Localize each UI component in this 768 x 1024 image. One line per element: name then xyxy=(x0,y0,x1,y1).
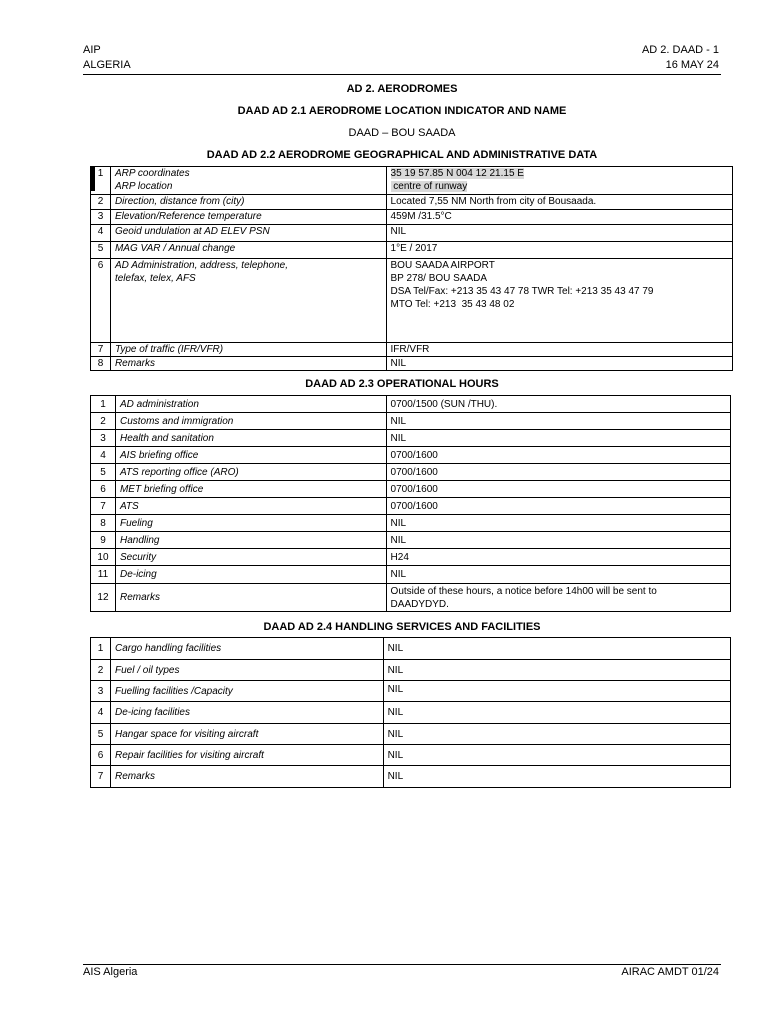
table-row xyxy=(91,195,733,210)
row-label: Health and sanitation xyxy=(115,430,386,447)
row-number: 4 xyxy=(91,447,116,464)
row-value xyxy=(386,167,732,195)
arp-coordinates-value: 35 19 57.85 N 004 12 21.15 E xyxy=(390,168,524,179)
table-row xyxy=(91,766,731,788)
row-label: Geoid undulation at AD ELEV PSN xyxy=(110,225,386,242)
page-header-right xyxy=(642,43,719,73)
row-number: 7 xyxy=(91,498,116,515)
row-value: NIL xyxy=(386,357,732,371)
row-label: AD administration xyxy=(115,396,386,413)
row-label: MAG VAR / Annual change xyxy=(110,242,386,259)
ad24-table xyxy=(90,637,731,788)
row-number: 8 xyxy=(91,357,111,371)
row-value: 0700/1600 xyxy=(386,447,730,464)
table-row xyxy=(91,566,731,584)
ad22-table xyxy=(90,166,733,371)
table-row xyxy=(91,225,733,242)
row-value: NIL xyxy=(383,702,730,724)
row-value: NIL xyxy=(386,413,730,430)
table-row xyxy=(91,532,731,549)
row-label: Customs and immigration xyxy=(115,413,386,430)
row-number: 5 xyxy=(91,242,111,259)
row-number: 4 xyxy=(91,225,111,242)
row-label: MET briefing office xyxy=(115,481,386,498)
row-label: Security xyxy=(115,549,386,566)
row-number: 6 xyxy=(91,259,111,343)
row-value: NIL xyxy=(386,430,730,447)
row-label: AD Administration, address, telephone, telefax, telex, AFS xyxy=(110,259,386,343)
row-number: 2 xyxy=(91,195,111,210)
row-value: NIL xyxy=(386,515,730,532)
footer-divider xyxy=(83,964,721,965)
row-value: NIL xyxy=(383,745,730,766)
row-number: 8 xyxy=(91,515,116,532)
row-number: 11 xyxy=(91,566,116,584)
row-label: ARP coordinates ARP location xyxy=(110,167,386,195)
row-label: Hangar space for visiting aircraft xyxy=(110,724,383,745)
table-row xyxy=(91,498,731,515)
row-label: Remarks xyxy=(115,584,386,612)
row-label: Elevation/Reference temperature xyxy=(110,210,386,225)
row-value: 0700/1600 xyxy=(386,464,730,481)
table-row xyxy=(91,481,731,498)
row-number: 3 xyxy=(91,210,111,225)
row-label: De-icing facilities xyxy=(110,702,383,724)
header-divider xyxy=(83,74,721,75)
table-row xyxy=(91,430,731,447)
row-number: 5 xyxy=(91,464,116,481)
row-label: Fuel / oil types xyxy=(110,660,383,681)
table-row xyxy=(91,660,731,681)
ad21-title: DAAD AD 2.1 AERODROME LOCATION INDICATOR AND NAME xyxy=(237,105,567,117)
table-row xyxy=(91,242,733,259)
table-row xyxy=(91,702,731,724)
header-doc-type: AIP xyxy=(83,44,101,56)
row-number: 1 xyxy=(91,638,111,660)
page-header-left xyxy=(83,43,131,73)
row-number: 6 xyxy=(91,745,111,766)
aerodrome-name: DAAD – BOU SAADA xyxy=(348,127,456,139)
row-label: Repair facilities for visiting aircraft xyxy=(110,745,383,766)
table-row xyxy=(91,515,731,532)
row-value: 459M /31.5°C xyxy=(386,210,732,225)
footer-amendment: AIRAC AMDT 01/24 xyxy=(621,966,719,978)
row-label: Handling xyxy=(115,532,386,549)
header-country: ALGERIA xyxy=(83,59,131,71)
row-value: NIL xyxy=(383,660,730,681)
arp-location-value: centre of runway xyxy=(390,181,468,192)
table-row xyxy=(91,357,733,371)
row-value: NIL xyxy=(386,532,730,549)
row-value: 1°E / 2017 xyxy=(386,242,732,259)
row-value: NIL xyxy=(386,225,732,242)
row-label: Remarks xyxy=(110,357,386,371)
row-label: Fuelling facilities /Capacity xyxy=(110,681,383,702)
row-value: NIL xyxy=(386,566,730,584)
row-number: 4 xyxy=(91,702,111,724)
table-row xyxy=(91,343,733,357)
table-row xyxy=(91,210,733,225)
row-label: ATS xyxy=(115,498,386,515)
row-number: 10 xyxy=(91,549,116,566)
row-value: NIL xyxy=(383,766,730,788)
row-number: 12 xyxy=(91,584,116,612)
ad24-title: DAAD AD 2.4 HANDLING SERVICES AND FACILITIES xyxy=(263,621,541,633)
row-value: H24 xyxy=(386,549,730,566)
row-label: Fueling xyxy=(115,515,386,532)
ad23-table xyxy=(90,395,731,612)
row-label: AIS briefing office xyxy=(115,447,386,464)
header-date: 16 MAY 24 xyxy=(665,59,719,71)
ad23-title: DAAD AD 2.3 OPERATIONAL HOURS xyxy=(305,378,499,390)
row-value: 0700/1500 (SUN /THU). xyxy=(386,396,730,413)
row-label: Direction, distance from (city) xyxy=(110,195,386,210)
table-row xyxy=(91,413,731,430)
row-label: De-icing xyxy=(115,566,386,584)
row-label: Type of traffic (IFR/VFR) xyxy=(110,343,386,357)
table-row xyxy=(91,447,731,464)
table-row xyxy=(91,724,731,745)
row-label: ATS reporting office (ARO) xyxy=(115,464,386,481)
table-row xyxy=(91,464,731,481)
table-row xyxy=(91,259,733,343)
table-row xyxy=(91,681,731,702)
header-page-ref: AD 2. DAAD - 1 xyxy=(641,44,719,56)
row-number: 2 xyxy=(91,660,111,681)
footer-publisher: AIS Algeria xyxy=(83,966,138,978)
row-number: 3 xyxy=(91,681,111,702)
row-label: Remarks xyxy=(110,766,383,788)
row-number: 7 xyxy=(91,766,111,788)
row-number: 5 xyxy=(91,724,111,745)
table-row xyxy=(91,584,731,612)
row-number: 7 xyxy=(91,343,111,357)
table-row xyxy=(91,167,733,195)
ad22-title: DAAD AD 2.2 AERODROME GEOGRAPHICAL AND ADMINISTRATIVE DATA xyxy=(206,149,598,161)
row-number: 3 xyxy=(91,430,116,447)
row-value: 0700/1600 xyxy=(386,481,730,498)
row-label: Cargo handling facilities xyxy=(110,638,383,660)
table-row xyxy=(91,638,731,660)
row-number: 2 xyxy=(91,413,116,430)
row-number: 1 xyxy=(91,167,111,195)
section-title: AD 2. AERODROMES xyxy=(346,83,458,95)
table-row xyxy=(91,549,731,566)
table-row xyxy=(91,745,731,766)
row-value: NIL xyxy=(383,681,730,702)
row-value: Located 7,55 NM North from city of Bousaada. xyxy=(386,195,732,210)
row-number: 6 xyxy=(91,481,116,498)
row-value: NIL xyxy=(383,724,730,745)
row-number: 1 xyxy=(91,396,116,413)
row-value: Outside of these hours, a notice before 14h00 will be sent to DAADYDYD. xyxy=(386,584,730,612)
row-value: 0700/1600 xyxy=(386,498,730,515)
table-row xyxy=(91,396,731,413)
row-value: NIL xyxy=(383,638,730,660)
row-number: 9 xyxy=(91,532,116,549)
row-value: BOU SAADA AIRPORT BP 278/ BOU SAADA DSA Tel/Fax: +213 35 43 47 78 TWR Tel: +213 35 43 47 79 MTO Tel: +213 35 43 48 02 xyxy=(386,259,732,343)
row-value: IFR/VFR xyxy=(386,343,732,357)
